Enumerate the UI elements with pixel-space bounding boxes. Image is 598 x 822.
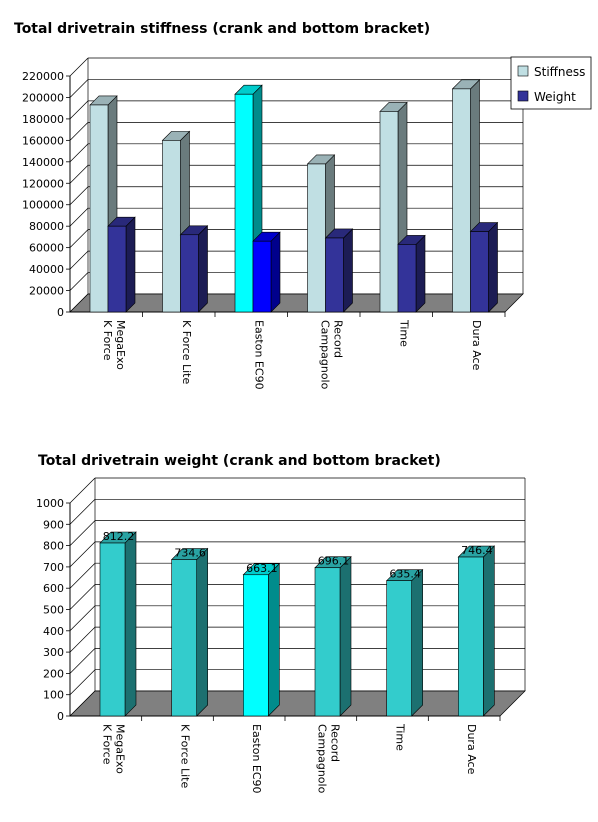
category-label: Easton EC90	[252, 320, 266, 390]
y-tick-label: 0	[57, 710, 64, 723]
chart-floor	[70, 691, 525, 716]
y-tick-label: 1000	[36, 497, 64, 510]
bar-front	[172, 560, 197, 716]
bar-weight	[387, 567, 423, 716]
legend-swatch	[518, 66, 528, 76]
bar-front	[453, 89, 471, 312]
gridline-side	[70, 58, 88, 76]
y-tick-label: 20000	[29, 284, 64, 298]
bar-side	[197, 549, 208, 716]
weight-chart	[0, 440, 598, 822]
gridline-side	[70, 144, 88, 162]
y-tick-label: 40000	[29, 263, 64, 277]
bar-front	[253, 241, 271, 312]
y-tick-label: 800	[43, 539, 64, 553]
y-tick-label: 80000	[29, 220, 64, 234]
bar-weight	[458, 546, 494, 716]
bar-side	[268, 564, 279, 716]
category-label: Easton EC90	[250, 724, 264, 794]
gridline-side	[70, 521, 95, 546]
bar-side	[344, 229, 353, 312]
data-label: 663.1	[246, 561, 278, 575]
gridline-side	[70, 478, 95, 503]
category-label: K Force Lite	[178, 724, 192, 789]
bar-side	[416, 235, 425, 312]
y-tick-label: 160000	[22, 134, 64, 148]
y-tick-label: 200	[43, 667, 64, 681]
category-label: Dura Ace	[469, 320, 483, 371]
category-label: MegaExo	[113, 320, 127, 370]
bar-weight	[471, 223, 498, 312]
bar-front	[108, 226, 126, 312]
category-label: MegaExo	[113, 724, 127, 774]
bar-front	[243, 575, 268, 716]
y-tick-label: 60000	[29, 241, 64, 255]
gridline-side	[70, 670, 95, 695]
y-tick-label: 500	[43, 603, 64, 617]
bar-front	[326, 238, 344, 312]
gridline-side	[70, 187, 88, 205]
gridline-side	[70, 230, 88, 248]
category-label: Campagnolo	[315, 724, 329, 794]
bar-front	[398, 244, 416, 312]
bar-side	[271, 232, 280, 312]
bar-weight	[398, 235, 425, 312]
gridline-side	[70, 606, 95, 631]
category-label: Time	[393, 724, 407, 751]
chart-title: Total drivetrain weight (crank and bottom bracket)	[38, 453, 441, 469]
bar-side	[483, 546, 494, 716]
y-tick-label: 700	[43, 560, 64, 574]
bar-weight	[326, 229, 353, 312]
gridline-side	[70, 627, 95, 652]
gridline-side	[70, 563, 95, 588]
y-tick-label: 100	[43, 688, 64, 702]
bar-front	[100, 543, 125, 716]
bar-front	[235, 94, 253, 312]
bar-side	[199, 226, 208, 312]
bar-weight	[253, 232, 280, 312]
bar-weight	[243, 561, 279, 716]
category-label: Dura Ace	[465, 724, 479, 775]
category-label: K Force	[100, 320, 114, 361]
data-label: 734.6	[174, 546, 206, 560]
legend-swatch	[518, 91, 528, 101]
bar-weight	[181, 226, 208, 312]
category-label: Record	[331, 320, 345, 359]
bar-side	[125, 532, 136, 716]
bar-side	[412, 570, 423, 716]
bar-side	[126, 217, 135, 312]
bar-front	[387, 581, 412, 716]
legend-label: Weight	[534, 90, 576, 104]
gridline-side	[70, 165, 88, 183]
gridline-side	[70, 542, 95, 567]
bar-front	[90, 105, 108, 312]
gridline-side	[70, 208, 88, 226]
bar-front	[181, 235, 199, 312]
y-tick-label: 100000	[22, 198, 64, 212]
category-label: K Force	[100, 724, 114, 765]
data-label: 696.1	[317, 554, 350, 568]
gridline-side	[70, 79, 88, 97]
bar-side	[340, 557, 351, 716]
gridline-side	[70, 101, 88, 119]
bar-front	[315, 568, 340, 716]
bar-side	[489, 223, 498, 312]
bar-front	[308, 164, 326, 312]
category-label: K Force Lite	[179, 320, 193, 385]
y-tick-label: 900	[43, 518, 64, 532]
bar-front	[471, 232, 489, 312]
y-tick-label: 220000	[22, 70, 64, 83]
y-tick-label: 400	[43, 624, 64, 638]
y-tick-label: 180000	[22, 112, 64, 126]
category-label: Time	[397, 320, 411, 347]
data-label: 812.2	[102, 530, 135, 544]
bar-weight	[172, 546, 208, 716]
chart-title: Total drivetrain stiffness (crank and bottom bracket)	[14, 21, 431, 37]
category-label: Record	[328, 724, 342, 763]
gridline-side	[70, 251, 88, 269]
bar-weight	[108, 217, 135, 312]
data-label: 746.4	[461, 544, 493, 558]
y-tick-label: 140000	[22, 155, 64, 169]
bar-weight	[100, 532, 136, 716]
data-label: 635.4	[389, 567, 421, 581]
y-tick-label: 200000	[22, 91, 64, 105]
bar-front	[163, 140, 181, 312]
y-tick-label: 0	[57, 306, 64, 319]
y-tick-label: 300	[43, 646, 64, 660]
gridline-side	[70, 648, 95, 673]
y-tick-label: 120000	[22, 177, 64, 191]
gridline-side	[70, 273, 88, 291]
category-label: Campagnolo	[318, 320, 332, 390]
bar-front	[458, 557, 483, 716]
bar-weight	[315, 554, 351, 716]
gridline-side	[70, 499, 95, 524]
y-tick-label: 600	[43, 582, 64, 596]
gridline-side	[70, 122, 88, 140]
legend-label: Stiffness	[534, 65, 586, 79]
gridline-side	[70, 585, 95, 610]
bar-front	[380, 111, 398, 312]
